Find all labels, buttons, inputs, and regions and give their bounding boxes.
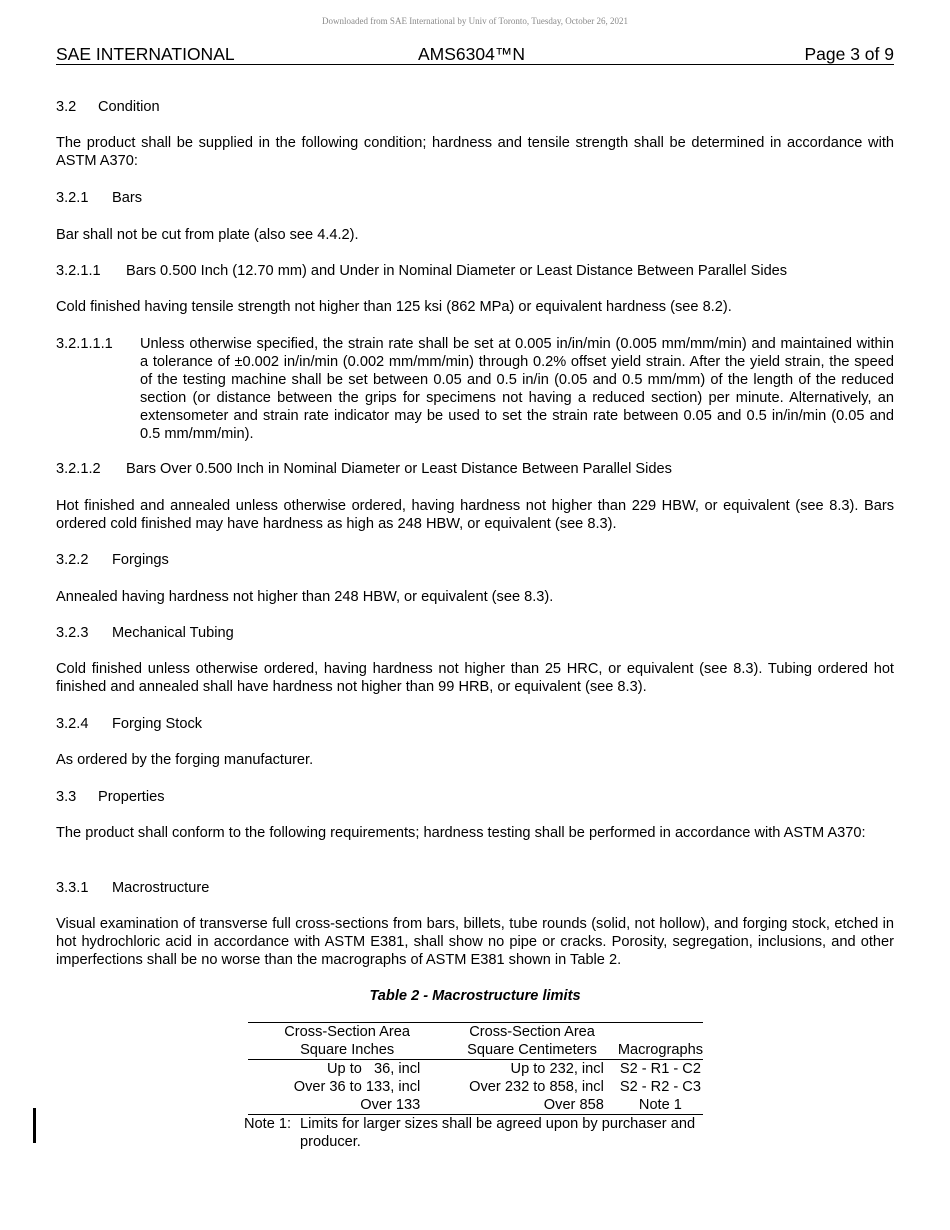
header-square-centimeters: Square Centimeters bbox=[446, 1041, 618, 1060]
heading-3-2-1 bbox=[56, 189, 894, 207]
section-number: 3.2.3 bbox=[56, 625, 89, 641]
table-row bbox=[248, 1060, 703, 1079]
cell-cm: Over 858 bbox=[446, 1096, 618, 1115]
paragraph-3-2-1: Bar shall not be cut from plate (also see 4.4.2). bbox=[56, 227, 359, 243]
header-page-number: Page 3 of 9 bbox=[804, 44, 894, 64]
header-doc-number: AMS6304™N bbox=[418, 44, 525, 64]
cell-inches: Up to 36, incl bbox=[326, 1061, 421, 1077]
cell-inches: Over 36 to 133, incl bbox=[293, 1079, 421, 1095]
table-row bbox=[248, 1078, 703, 1096]
cell-macrographs: Note 1 bbox=[618, 1096, 703, 1115]
header-org: SAE INTERNATIONAL bbox=[56, 44, 235, 64]
section-number: 3.2.1.1.1 bbox=[56, 336, 113, 352]
section-title: Bars bbox=[112, 190, 143, 206]
table-header-row bbox=[248, 1041, 703, 1060]
section-number: 3.2.4 bbox=[56, 716, 89, 732]
paragraph-3-2-3: Cold finished unless otherwise ordered, having hardness not higher than 25 HRC, or equivalent (see 8.3). Tubing ordered hot finished and annealed shall have hardness not higher than 99 HRB, or equivalent (see 8.3). bbox=[56, 661, 894, 695]
section-number: 3.3 bbox=[56, 789, 77, 805]
header-cross-section-inches: Cross-Section Area bbox=[248, 1023, 446, 1042]
section-title: Condition bbox=[98, 99, 160, 115]
section-title: Bars 0.500 Inch (12.70 mm) and Under in Nominal Diameter or Least Distance Between Parallel Sides bbox=[126, 263, 788, 279]
section-number: 3.2.1.2 bbox=[56, 461, 101, 477]
table-header-row bbox=[248, 1023, 703, 1042]
note-label: Note 1: bbox=[244, 1116, 292, 1132]
section-title: Bars Over 0.500 Inch in Nominal Diameter or Least Distance Between Parallel Sides bbox=[126, 461, 672, 477]
paragraph-3-3: The product shall conform to the following requirements; hardness testing shall be performed in accordance with ASTM A370: bbox=[56, 825, 866, 841]
download-watermark: Downloaded from SAE International by Univ of Toronto, Tuesday, October 26, 2021 bbox=[321, 16, 629, 26]
header-macrographs: Macrographs bbox=[617, 1042, 703, 1058]
header-blank bbox=[618, 1023, 703, 1042]
heading-3-2 bbox=[56, 98, 894, 116]
section-title: Mechanical Tubing bbox=[112, 625, 234, 641]
header-square-inches: Square Inches bbox=[248, 1041, 446, 1060]
cell-macrographs: S2 - R2 - C3 bbox=[619, 1079, 701, 1095]
heading-3-2-2 bbox=[56, 551, 894, 569]
section-number: 3.3.1 bbox=[56, 880, 89, 896]
table-caption: Table 2 - Macrostructure limits bbox=[369, 988, 581, 1004]
cell-inches: Over 133 bbox=[248, 1096, 446, 1115]
paragraph-3-2-4: As ordered by the forging manufacturer. bbox=[56, 752, 314, 768]
subsection-3-2-1-1-1 bbox=[56, 335, 894, 443]
heading-3-3-1 bbox=[56, 879, 894, 897]
section-title: Macrostructure bbox=[112, 880, 210, 896]
text-cursor bbox=[33, 1108, 36, 1143]
section-number: 3.2.2 bbox=[56, 552, 89, 568]
table-row bbox=[248, 1096, 703, 1115]
paragraph-3-3-1: Visual examination of transverse full cross-sections from bars, billets, tube rounds (solid, not hollow), and forging stock, etched in hot hydrochloric acid in accordance with ASTM E381, shall show no pipe or cracks. Porosity, segregation, inclusions, and other imperfections shall be no worse than the macrographs of ASTM E381 shown in Table 2. bbox=[56, 916, 894, 968]
cell-cm: Over 232 to 858, incl bbox=[469, 1079, 604, 1095]
section-number: 3.2.1 bbox=[56, 190, 89, 206]
paragraph-3-2-2: Annealed having hardness not higher than 248 HBW, or equivalent (see 8.3). bbox=[56, 589, 554, 605]
table-note bbox=[244, 1115, 714, 1151]
page-header bbox=[56, 44, 894, 65]
paragraph-3-2-1-1-1: Unless otherwise specified, the strain rate shall be set at 0.005 in/in/min (0.005 mm/mm/min) and maintained within a tolerance of ±0.002 in/in/min (0.002 mm/mm/min) through 0.2% offset yield strain. After the yield strain, the speed of the testing machine shall be set between 0.05 and 0.5 in/in (0.05 and 0.5 mm/mm) of the length of the reduced section (or distance between the grips for specimens not having a reduced section) per minute. Alternatively, an extensometer and strain rate indicator may be used to set the strain rate between 0.05 and 0.5 in/in/min (0.05 and 0.5 mm/mm/min). bbox=[140, 336, 894, 442]
section-number: 3.2.1.1 bbox=[56, 263, 101, 279]
cell-cm: Up to 232, incl bbox=[510, 1061, 604, 1077]
section-title: Forging Stock bbox=[112, 716, 203, 732]
section-title: Properties bbox=[98, 789, 165, 805]
cell-macrographs: S2 - R1 - C2 bbox=[619, 1061, 701, 1077]
note-text: Limits for larger sizes shall be agreed upon by purchaser and producer. bbox=[300, 1116, 696, 1150]
heading-3-2-1-1 bbox=[56, 262, 894, 280]
paragraph-3-2: The product shall be supplied in the following condition; hardness and tensile strength shall be determined in accordance with ASTM A370: bbox=[56, 135, 894, 169]
heading-3-3 bbox=[56, 788, 894, 806]
macrostructure-table bbox=[248, 1022, 703, 1115]
section-title: Forgings bbox=[112, 552, 169, 568]
paragraph-3-2-1-1: Cold finished having tensile strength not higher than 125 ksi (862 MPa) or equivalent hardness (see 8.2). bbox=[56, 299, 732, 315]
paragraph-3-2-1-2: Hot finished and annealed unless otherwise ordered, having hardness not higher than 229 HBW, or equivalent (see 8.3). Bars ordered cold finished may have hardness as high as 248 HBW, or equivalent (see 8.3). bbox=[56, 498, 894, 532]
section-number: 3.2 bbox=[56, 99, 77, 115]
header-cross-section-cm: Cross-Section Area bbox=[446, 1023, 618, 1042]
heading-3-2-4 bbox=[56, 715, 894, 733]
heading-3-2-3 bbox=[56, 624, 894, 642]
heading-3-2-1-2 bbox=[56, 460, 894, 478]
